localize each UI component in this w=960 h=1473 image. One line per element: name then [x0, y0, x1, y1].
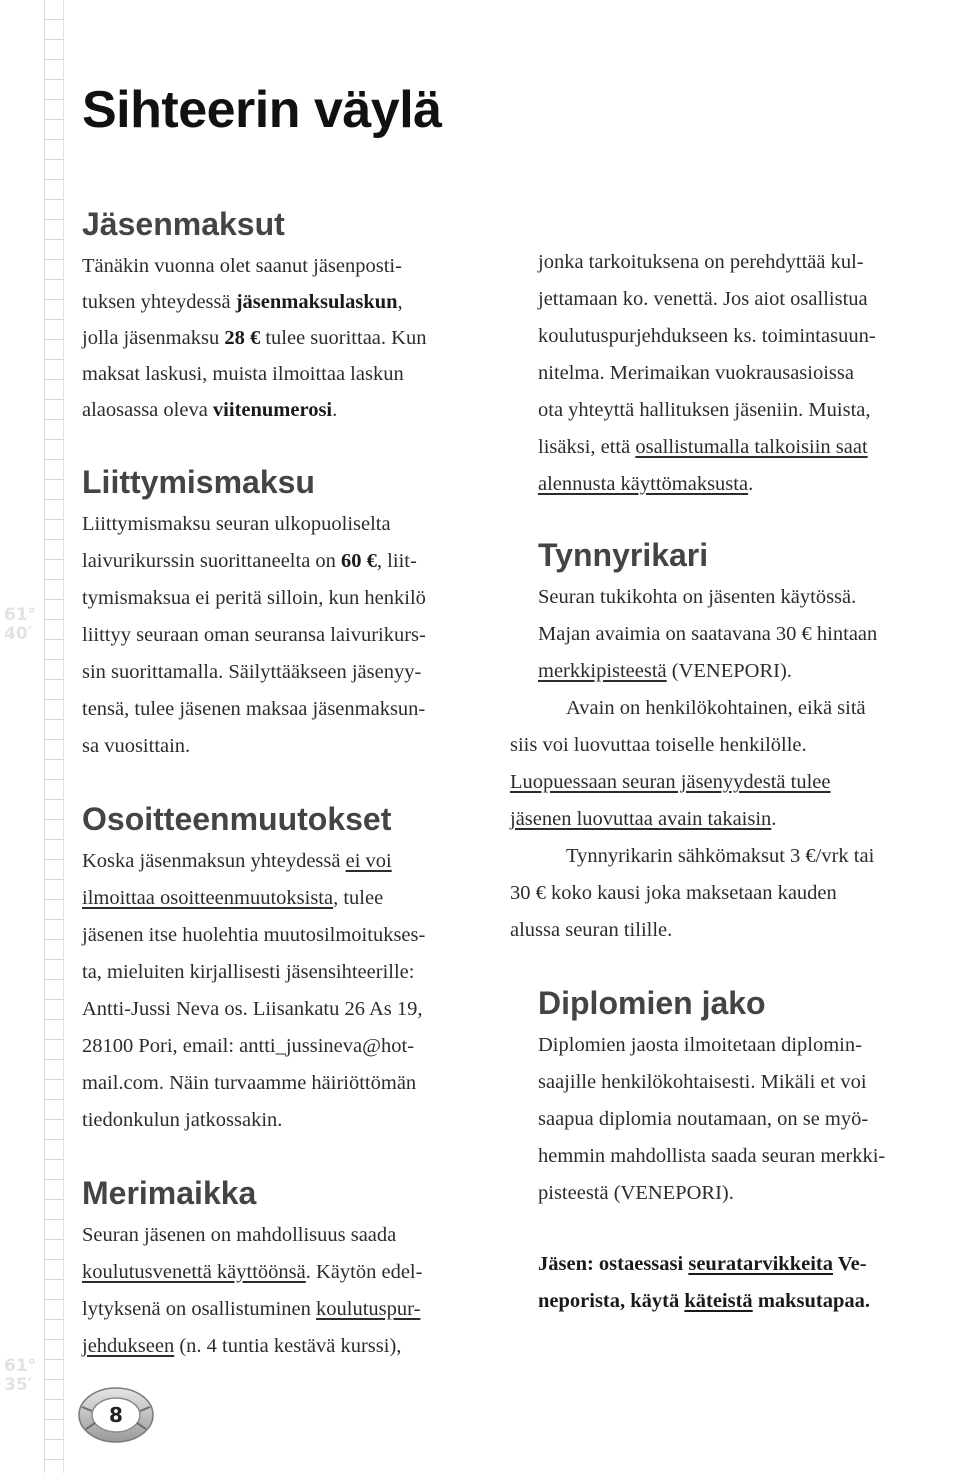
section-osoitteenmuutokset: [82, 797, 502, 1139]
page-number: 8: [109, 1403, 123, 1427]
section-liittymismaksu: [82, 460, 502, 765]
section-heading: Diplomien jako: [538, 985, 766, 1021]
latitude-degrees: 61°: [4, 1356, 37, 1376]
section-body: Seuran jäsenen on mahdollisuus saada koulutusvenettä käyttöönsä. Käytön edel- lytyksenä on osallistuminen koulutuspur- jehdukseen (n. 4 tuntia kestävä kurssi),: [82, 1224, 423, 1357]
latitude-marker-bottom: [4, 1357, 44, 1395]
margin-ruler: [44, 0, 64, 1473]
cash-payment-notice: Jäsen: ostaessasi seuratarvikkeita Ve- neporista, käytä käteistä maksutapaa.: [538, 1253, 871, 1312]
section-heading: Merimaikka: [82, 1175, 257, 1211]
section-body: Diplomien jaosta ilmoitetaan diplomin- saajille henkilökohtaisesti. Mikäli et voi saapua diplomia noutamaan, on se myö- hemmin mahdollista saada seuran merkki- pisteestä (VENEPORI).: [538, 1034, 886, 1204]
section-body: Liittymismaksu seuran ulkopuoliselta laivurikurssin suorittaneelta on 60 €, liit- tymismaksua ei peritä silloin, kun henkilö liittyy seuraan oman seuransa laivurikurs- sin suorittamalla. Säilyttääkseen jäsenyy- tensä, tulee jäsenen maksaa jäsenmaksun- sa vuosittain.: [82, 513, 426, 757]
merimaikka-continued: jonka tarkoituksena on perehdyttää kul- jettamaan ko. venettä. Jos aiot osallistua koulutuspurjehdukseen ks. toimintasuun- nitelma. Merimaikan vuokrausasioissa ota yhteyttä hallituksen jäseniin. Muista, lisäksi, että osallistumalla talkoisiin saat alennusta käyttömaksusta.: [538, 251, 876, 495]
section-body: Avain on henkilökohtainen, eikä sitä siis voi luovuttaa toiselle henkilölle. Luopuessaan seuran jäsenyydestä tulee jäsenen luovuttaa avain takaisin.: [510, 697, 866, 830]
section-body: Tynnyrikarin sähkömaksut 3 €/vrk tai 30 € koko kausi joka maksetaan kauden alussa seuran tilille.: [510, 845, 875, 941]
section-heading: Osoitteenmuutokset: [82, 801, 392, 837]
right-column: [510, 244, 948, 1320]
page-title: Sihteerin väylä: [82, 81, 442, 139]
latitude-degrees: 61°: [4, 605, 37, 625]
section-diplomien-jako: [538, 981, 948, 1212]
latitude-marker-top: [4, 606, 44, 644]
latitude-minutes: 40′: [4, 624, 33, 644]
section-heading: Tynnyrikari: [538, 537, 709, 573]
latitude-minutes: 35′: [4, 1375, 33, 1395]
section-heading: Liittymismaksu: [82, 464, 315, 500]
left-column: [82, 202, 502, 1365]
section-body: Tänäkin vuonna olet saanut jäsenposti- tuksen yhteydessä jäsenmaksulaskun, jolla jäsenmaksu 28 € tulee suorittaa. Kun maksat laskusi, muista ilmoittaa laskun alaosassa oleva viitenumerosi.: [82, 255, 427, 421]
section-merimaikka: [82, 1171, 502, 1365]
section-heading: Jäsenmaksut: [82, 206, 285, 242]
section-jasenmaksut: [82, 202, 502, 428]
section-tynnyrikari: [510, 533, 948, 949]
section-body: Seuran tukikohta on jäsenten käytössä. Majan avaimia on saatavana 30 € hintaan merkkipisteestä (VENEPORI).: [538, 586, 878, 682]
page-number-badge: [76, 1385, 156, 1445]
section-body: Koska jäsenmaksun yhteydessä ei voi ilmoittaa osoitteenmuutoksista, tulee jäsenen itse huolehtia muutosilmoitukses- ta, mieluiten kirjallisesti jäsensihteerille: Antti-Jussi Neva os. Liisankatu 26 As 19, 28100 Pori, email: antti_jussineva@hot- mail.com. Näin turvaamme häiriöttömän tiedonkulun jatkossakin.: [82, 850, 426, 1131]
